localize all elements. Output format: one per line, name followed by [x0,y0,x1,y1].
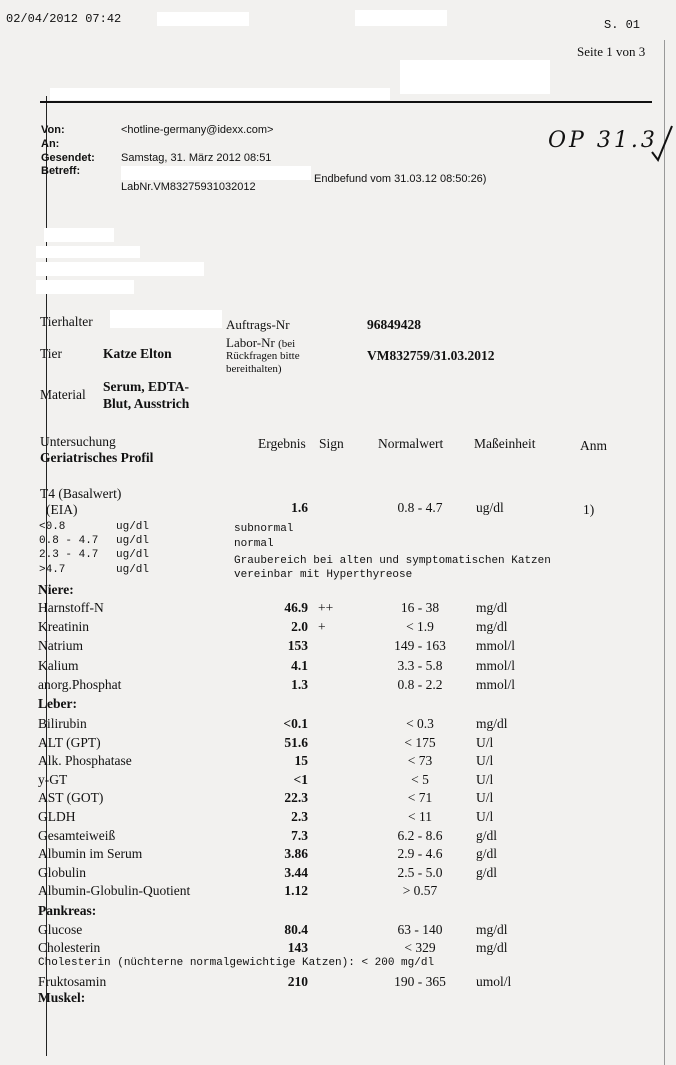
analyte-result: 153 [287,638,308,654]
checkmark-icon [650,124,674,164]
subject-label: Betreff: [41,165,81,177]
labor-label-1: Labor-Nr (bei [226,335,296,350]
redaction-bar [36,280,134,294]
analyte-normal: 149 - 163 [394,638,446,654]
analyte-result: 22.3 [284,790,308,806]
analyte-normal: < 73 [407,753,433,769]
analyte-normal: 190 - 365 [394,974,446,989]
table-row [0,846,676,862]
analyte-normal: < 0.3 [406,716,434,731]
t4-legend-text: vereinbar mit Hyperthyreose [234,569,413,581]
t4-legend-range: <0.8 [39,521,66,533]
analyte-name: Cholesterin [38,940,101,955]
labnr: LabNr.VM83275931032012 [121,181,256,193]
email-separator [40,101,652,103]
order-value: 96849428 [367,317,421,332]
t4-legend-unit: ug/dl [116,564,150,576]
redaction-bar [400,60,550,94]
animal-value: Katze Elton [103,346,172,361]
analyte-unit: umol/l [476,974,512,989]
cholesterin-note: Cholesterin (nüchterne normalgewichtige Katzen): < 200 mg/dl [38,957,435,969]
analyte-unit: U/l [476,753,494,769]
t4-legend-text: Graubereich bei alten und symptomatischen Katzen [234,555,551,567]
redaction-bar [157,12,249,26]
analyte-unit: g/dl [476,864,498,880]
header-investigation: Untersuchung [40,434,116,449]
table-row [0,677,676,693]
redaction-bar [110,310,222,328]
from-value: <hotline-germany@idexx.com> [121,124,274,136]
header-normal: Normalwert [378,436,444,451]
analyte-result: 46.9 [284,600,308,615]
analyte-normal: 2.9 - 4.6 [397,846,443,862]
analyte-unit: mg/dl [476,600,508,615]
analyte-result: 51.6 [284,734,308,750]
analyte-name: anorg.Phosphat [38,676,122,692]
t4-legend-unit: ug/dl [116,535,150,547]
analyte-unit: g/dl [476,827,498,843]
analyte-name: y-GT [38,771,68,787]
header-result: Ergebnis [258,436,306,451]
analyte-name: Bilirubin [38,716,87,731]
analyte-unit: mg/dl [476,716,508,731]
analyte-name: Natrium [38,638,83,654]
profile-title: Geriatrisches Profil [40,450,154,465]
sent-value: Samstag, 31. März 2012 08:51 [121,152,272,164]
table-row [0,883,676,899]
analyte-normal: 63 - 140 [397,922,443,937]
analyte-result: 2.3 [291,809,308,824]
analyte-normal: < 329 [404,940,436,955]
analyte-normal: 6.2 - 8.6 [397,827,443,843]
analyte-result: <1 [293,771,308,787]
table-row [0,753,676,769]
analyte-normal: 3.3 - 5.8 [397,657,443,673]
analyte-name: Albumin-Globulin-Quotient [38,883,191,899]
right-edge-line [664,40,665,1065]
animal-label: Tier [40,346,63,361]
analyte-unit: U/l [476,809,494,824]
analyte-unit: g/dl [476,846,498,862]
redaction-bar [36,246,140,258]
analyte-normal: < 71 [407,790,433,806]
table-row [0,716,676,732]
t4-legend-text: normal [234,538,274,550]
analyte-name: GLDH [38,809,76,824]
analyte-name: Globulin [38,864,87,880]
analyte-result: 1.12 [284,883,308,899]
t4-legend-unit: ug/dl [116,549,150,561]
analyte-result: 210 [287,974,308,989]
analyte-unit: mg/dl [476,619,508,635]
analyte-name: Harnstoff-N [38,600,104,615]
analyte-normal: < 1.9 [406,619,434,635]
table-row [0,828,676,844]
table-row [0,735,676,751]
material-value-1: Serum, EDTA- [103,379,189,394]
analyte-unit: mmol/l [476,638,516,654]
section-leber: Leber: [38,696,77,711]
labor-label-3: bereithalten) [226,363,282,375]
t4-legend-unit: ug/dl [116,521,150,533]
handwritten-note: OP 31.3 [548,128,658,153]
analyte-normal: 16 - 38 [400,600,440,615]
table-row [0,772,676,788]
analyte-result: 2.0 [291,619,308,635]
t4-legend-range: >4.7 [39,564,66,576]
analyte-name: AST (GOT) [38,790,104,806]
t4-normal: 0.8 - 4.7 [397,500,443,515]
sent-label: Gesendet: [41,152,95,164]
header-note: Anm [580,438,607,453]
fax-page-code: S. 01 [604,18,641,32]
analyte-result: 4.1 [291,657,308,673]
table-row [0,790,676,806]
order-label: Auftrags-Nr [226,317,290,332]
analyte-result: 3.44 [284,864,308,880]
labor-value: VM832759/31.03.2012 [367,348,495,363]
analyte-sign: + [318,619,326,635]
analyte-name: Gesamteiweiß [38,827,116,843]
t4-note: 1) [583,502,595,517]
analyte-unit: mmol/l [476,676,516,692]
fax-datetime: 02/04/2012 07:42 [6,12,122,26]
analyte-result: 7.3 [291,827,308,843]
page-info: Seite 1 von 3 [577,44,646,59]
analyte-normal: 0.8 - 2.2 [397,676,443,692]
analyte-name: Albumin im Serum [38,846,143,862]
table-row [0,600,676,616]
table-row [0,619,676,635]
redaction-bar [36,262,204,276]
t4-unit: ug/dl [476,500,504,515]
t4-legend-text: subnormal [234,523,294,535]
table-row [0,638,676,654]
t4-name-1: T4 (Basalwert) [40,486,122,501]
analyte-name: Kalium [38,657,79,673]
redaction-bar [44,228,114,242]
analyte-normal: > 0.57 [402,883,438,899]
owner-label: Tierhalter [40,314,93,329]
analyte-result: 143 [287,940,308,955]
header-unit: Maßeinheit [474,436,536,451]
analyte-result: <0.1 [283,716,308,731]
analyte-result: 80.4 [284,922,308,937]
table-row [0,940,676,956]
analyte-result: 1.3 [291,676,308,692]
analyte-normal: < 11 [408,809,432,824]
analyte-name: Glucose [38,922,83,937]
t4-legend-range: 2.3 - 4.7 [39,549,99,561]
analyte-unit: mmol/l [476,657,516,673]
analyte-unit: mg/dl [476,922,508,937]
subject-value: Endbefund vom 31.03.12 08:50:26) [314,173,487,185]
t4-name-2: (EIA) [46,502,78,517]
analyte-name: ALT (GPT) [38,734,101,750]
t4-result: 1.6 [291,500,308,515]
analyte-unit: U/l [476,734,494,750]
analyte-unit: U/l [476,790,494,806]
header-sign: Sign [319,436,344,451]
section-niere: Niere: [38,582,74,597]
t4-legend-range: 0.8 - 4.7 [39,535,99,547]
redaction-bar [121,166,311,180]
analyte-name: Fruktosamin [38,974,107,989]
section-pankreas: Pankreas: [38,903,97,918]
analyte-result: 15 [294,753,308,769]
from-label: Von: [41,124,65,136]
analyte-normal: 2.5 - 5.0 [397,864,443,880]
analyte-normal: < 175 [404,734,436,750]
analyte-unit: U/l [476,771,494,787]
analyte-unit: mg/dl [476,940,508,955]
table-row [0,809,676,825]
material-label: Material [40,387,86,402]
analyte-normal: < 5 [411,771,429,787]
table-row [0,658,676,674]
analyte-name: Kreatinin [38,619,89,635]
material-value-2: Blut, Ausstrich [103,396,190,411]
to-label: An: [41,138,60,150]
analyte-sign: ++ [318,600,334,615]
section-muskel: Muskel: [38,990,86,1005]
redaction-bar [50,88,390,100]
table-row [0,974,676,990]
table-row [0,922,676,938]
labor-label-2: Rückfragen bitte [226,350,300,362]
table-row [0,865,676,881]
redaction-bar [355,10,447,26]
analyte-result: 3.86 [284,846,308,862]
analyte-name: Alk. Phosphatase [38,753,132,769]
